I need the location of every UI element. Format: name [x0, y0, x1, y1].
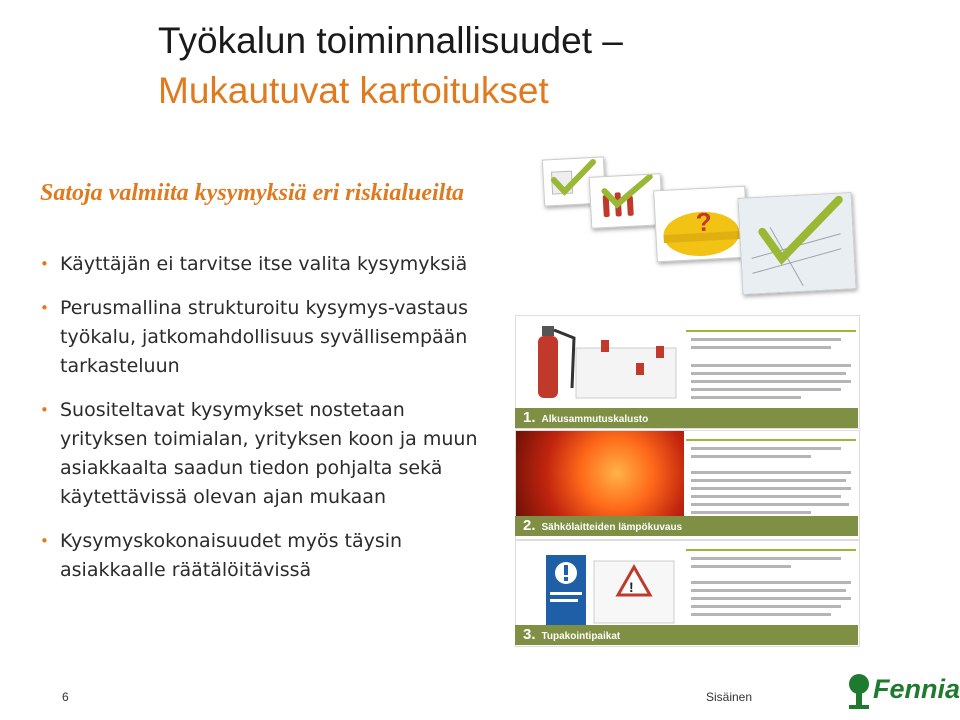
bullet-list — [40, 250, 480, 600]
tree-icon — [845, 672, 873, 712]
svg-text:?: ? — [695, 206, 713, 238]
panel-number: 2. — [523, 517, 536, 534]
bullet-item: • Suositeltavat kysymykset nostetaan yrityksen toimialan, yrityksen koon ja muun asiakkaalta saadun tiedon pohjalta sekä käytettävissä olevan ajan mukaan — [40, 396, 480, 512]
checklist-card-3 — [653, 186, 749, 263]
page-number: 6 — [62, 690, 69, 704]
panel-label: Sähkölaitteiden lämpökuvaus — [541, 522, 683, 533]
panel-bar-2 — [515, 516, 858, 536]
checklist-card-2 — [589, 173, 664, 229]
safety-sign-icon — [516, 547, 686, 632]
svg-text:!: ! — [629, 579, 634, 595]
blueprint-check-icon — [739, 193, 856, 294]
slide-title-line1: Työkalun toiminnallisuudet – — [158, 20, 623, 61]
subheading: Satoja valmiita kysymyksiä eri riskialueilta — [40, 180, 464, 206]
hard-hat-icon — [654, 187, 748, 262]
bullet-item: • Perusmallina strukturoitu kysymys-vastaus työkalu, jatkomahdollisuus syvällisempään tarkasteluun — [40, 294, 480, 381]
bullet-item: • Kysymyskokonaisuudet myös täysin asiakkaalle räätälöitävissä — [40, 527, 480, 585]
panel-bar-1 — [515, 408, 858, 428]
panel-number: 1. — [523, 409, 536, 426]
logo-text: Fennia — [873, 674, 960, 704]
slide-title-line2: Mukautuvat kartoitukset — [158, 70, 549, 111]
fennia-logo — [845, 670, 960, 715]
panel-label: Alkusammutuskalusto — [541, 414, 649, 425]
bullet-item: • Käyttäjän ei tarvitse itse valita kysymyksiä — [40, 250, 480, 279]
fire-extinguisher-icon — [516, 318, 686, 408]
panel-number: 3. — [523, 626, 536, 643]
fire-extinguisher-icon — [590, 174, 663, 228]
panel-bar-3 — [515, 625, 858, 645]
classification-label: Sisäinen — [706, 690, 753, 704]
illustration-collage — [515, 150, 860, 645]
checklist-card-4 — [738, 192, 857, 295]
panel-label: Tupakointipaikat — [541, 631, 621, 642]
